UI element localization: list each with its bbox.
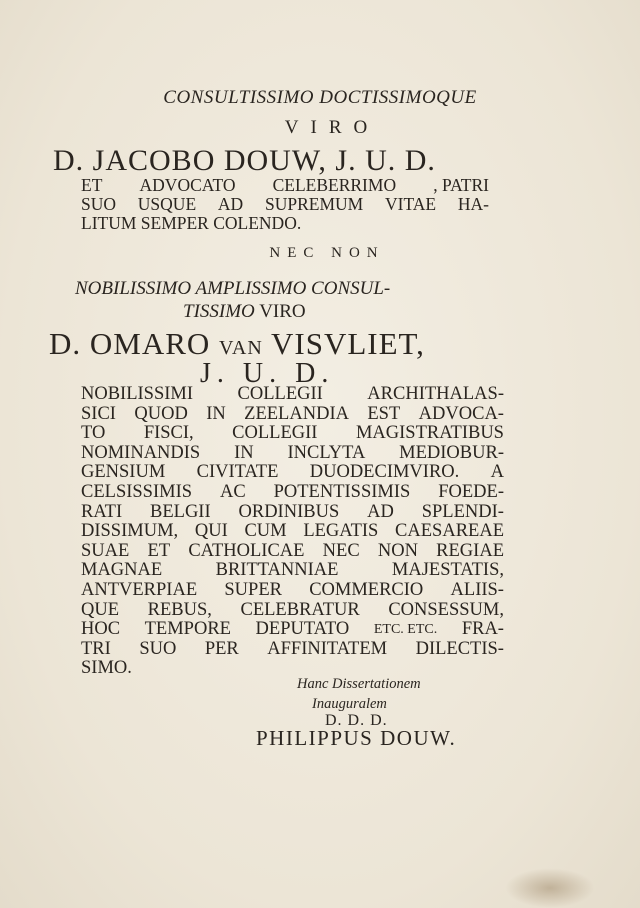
closing-line-1: Hanc Dissertationem xyxy=(297,676,421,692)
word: COLLEGII xyxy=(232,423,318,444)
word: MAJESTATIS, xyxy=(391,560,504,581)
word: AD xyxy=(367,501,394,522)
word: SUPER xyxy=(224,579,282,600)
text-line xyxy=(81,424,504,444)
word: ADVOCATO xyxy=(139,175,236,195)
dedication-2-name xyxy=(49,328,425,359)
word: RATI xyxy=(81,501,123,522)
dedication-1-text xyxy=(81,176,489,233)
word: EST xyxy=(367,403,401,424)
word: GENSIUM xyxy=(81,462,166,483)
text-line xyxy=(81,463,504,483)
text-line xyxy=(81,601,504,621)
text-line xyxy=(81,195,489,214)
heading-italic-part: TISSIMO xyxy=(183,301,255,322)
word: IN xyxy=(234,442,254,463)
word: FISCI, xyxy=(143,423,194,444)
word: HOC xyxy=(81,619,121,640)
author-name: PHILIPPUS DOUW. xyxy=(256,726,457,750)
nec-non: NEC NON xyxy=(269,245,385,261)
word: DILECTIS- xyxy=(415,638,504,659)
word: ADVOCA- xyxy=(418,403,504,424)
dedication-2-heading-1: NOBILISSIMO AMPLISSIMO CONSUL- xyxy=(75,278,391,299)
word: CAESAREAE xyxy=(395,521,504,542)
word: ANTVERPIAE xyxy=(81,579,198,600)
word: SUPREMUM xyxy=(264,194,364,214)
word: REGIAE xyxy=(436,540,504,561)
word: QUE xyxy=(81,599,120,620)
word: NOMINANDIS xyxy=(81,442,201,463)
text-line xyxy=(81,640,504,660)
word: VITAE xyxy=(385,194,437,214)
word: ALIIS- xyxy=(450,579,504,600)
word: LITUM SEMPER COLENDO. xyxy=(81,213,302,233)
text-line xyxy=(81,581,504,601)
word: HA- xyxy=(457,194,489,214)
word: NON xyxy=(377,540,418,561)
word: , PATRI xyxy=(433,175,489,195)
word: COMMERCIO xyxy=(309,579,424,600)
word: CUM xyxy=(244,521,287,542)
closing-line-3: D. D. D. xyxy=(325,712,388,729)
word: ET xyxy=(147,540,171,561)
dedication-1-viro: VIRO xyxy=(284,117,380,138)
word: TEMPORE xyxy=(144,619,231,640)
word: SICI xyxy=(81,403,116,424)
text-line xyxy=(81,542,504,562)
word: BELGII xyxy=(150,501,211,522)
text-line xyxy=(81,385,504,405)
text-line xyxy=(81,214,489,233)
name-van: VAN xyxy=(219,337,263,359)
word: IN xyxy=(206,403,226,424)
text-line xyxy=(81,483,504,503)
word: QUOD xyxy=(134,403,188,424)
text-line xyxy=(81,561,504,581)
dedication-2-degree: J. U. D. xyxy=(200,358,335,389)
word: DUODECIMVIRO. xyxy=(309,462,460,483)
word: FOEDE- xyxy=(438,481,504,502)
word: DISSIMUM, xyxy=(81,521,179,542)
dedication-1-heading: CONSULTISSIMO DOCTISSIMOQUE xyxy=(163,87,477,108)
word: ORDINIBUS xyxy=(238,501,340,522)
word: SPLENDI- xyxy=(421,501,504,522)
word: SUO xyxy=(139,638,177,659)
word: ETC. ETC. xyxy=(373,622,438,638)
closing-line-2: Inauguralem xyxy=(312,696,387,712)
word: MAGNAE xyxy=(81,560,163,581)
text-line xyxy=(81,659,504,679)
dedication-1-name: D. JACOBO DOUW, J. U. D. xyxy=(53,144,436,177)
word: REBUS, xyxy=(147,599,212,620)
text-line xyxy=(81,620,504,640)
word: ZEELANDIA xyxy=(244,403,349,424)
word: CELSISSIMIS xyxy=(81,481,193,502)
text-line xyxy=(81,522,504,542)
word: A xyxy=(490,462,504,483)
word: SUO xyxy=(81,194,117,214)
word: CATHOLICAE xyxy=(188,540,305,561)
word: NEC xyxy=(322,540,360,561)
word: PER xyxy=(204,638,239,659)
word: CIVITATE xyxy=(196,462,279,483)
text-line xyxy=(81,444,504,464)
word: NOBILISSIMI xyxy=(81,384,194,404)
dedication-2-heading-2 xyxy=(183,302,306,321)
word: USQUE xyxy=(137,194,197,214)
text-line xyxy=(81,176,489,195)
word: CONSESSUM, xyxy=(388,599,504,620)
word: MAGISTRATIBUS xyxy=(355,423,504,444)
text-line xyxy=(81,405,504,425)
word: FRA- xyxy=(461,619,504,640)
word: CELEBRATUR xyxy=(240,599,360,620)
word: BRITTANNIAE xyxy=(215,560,339,581)
name-prefix: D. OMARO xyxy=(49,326,211,361)
word: ET xyxy=(81,175,103,195)
word: SIMO. xyxy=(81,658,132,679)
word: ARCHITHALAS- xyxy=(367,384,504,404)
word: AD xyxy=(217,194,244,214)
word: SUAE xyxy=(81,540,130,561)
word: LEGATIS xyxy=(303,521,379,542)
paper-stain xyxy=(505,868,595,908)
word: COLLEGII xyxy=(237,384,323,404)
word: QUI xyxy=(194,521,228,542)
heading-roman-part: VIRO xyxy=(254,301,306,322)
word: AFFINITATEM xyxy=(267,638,388,659)
word: CELEBERRIMO xyxy=(272,175,397,195)
word: MEDIOBUR- xyxy=(399,442,504,463)
word: TO xyxy=(81,423,106,444)
word: INCLYTA xyxy=(287,442,366,463)
dedication-2-text xyxy=(81,385,504,679)
name-suffix: VISVLIET, xyxy=(271,326,425,361)
text-line xyxy=(81,503,504,523)
word: TRI xyxy=(81,638,111,659)
word: POTENTISSIMIS xyxy=(273,481,411,502)
word: DEPUTATO xyxy=(255,619,350,640)
word: AC xyxy=(219,481,246,502)
